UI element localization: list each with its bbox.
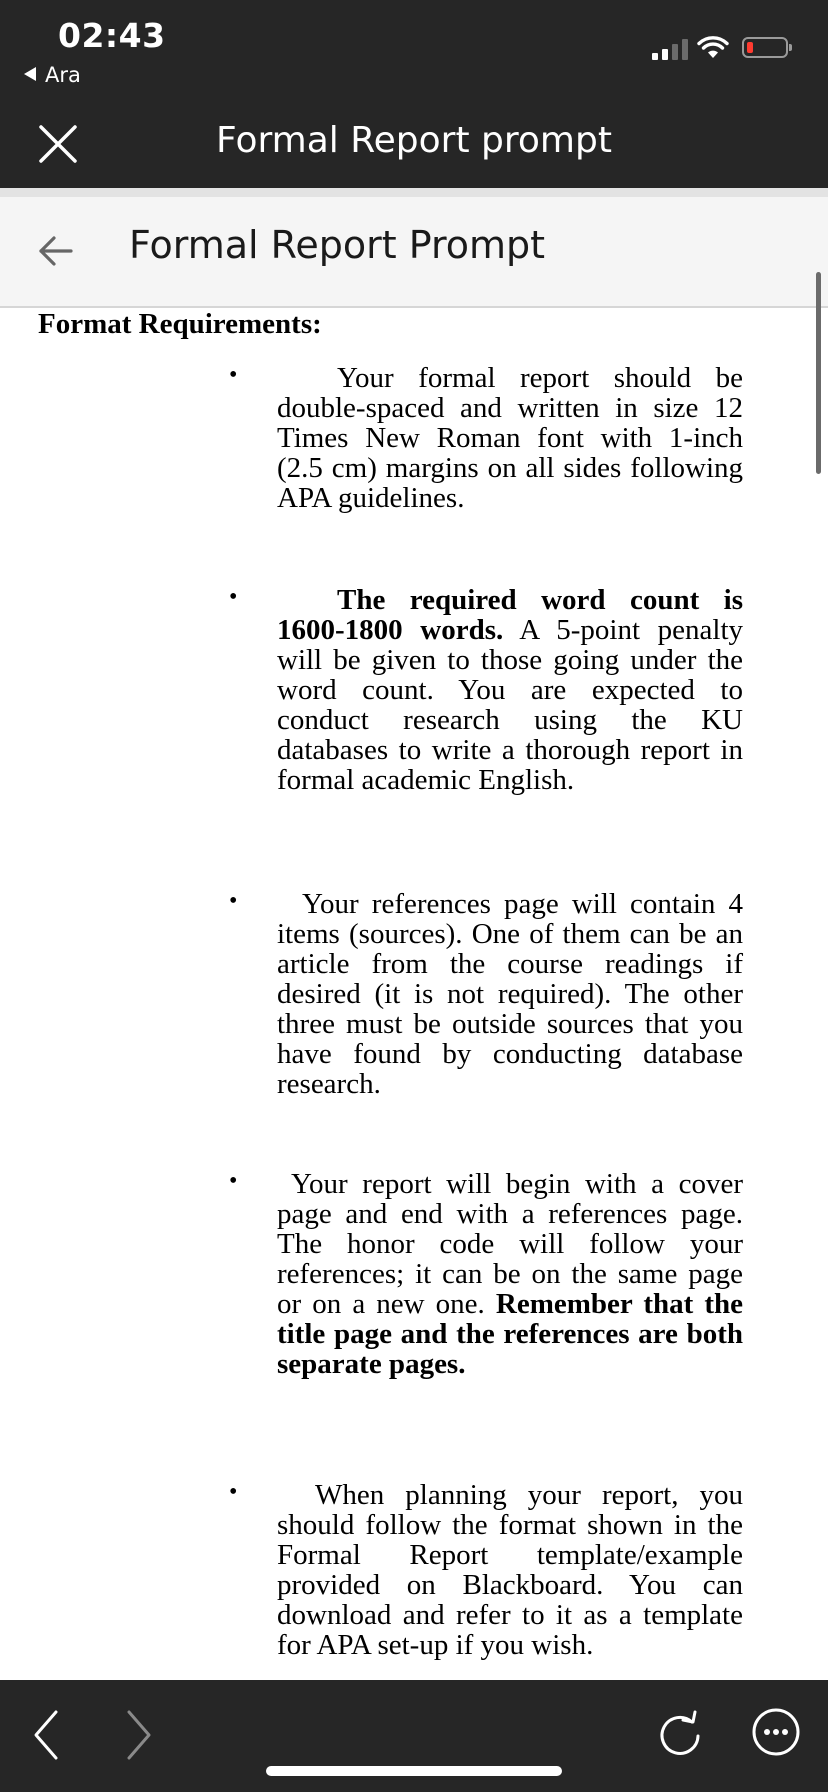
back-triangle-icon	[24, 67, 36, 81]
bullet-icon: •	[229, 584, 238, 610]
bullet-icon: •	[229, 362, 238, 388]
bullet-icon: •	[229, 888, 238, 914]
reload-icon[interactable]	[656, 1706, 704, 1758]
back-to-app-link[interactable]	[24, 63, 81, 87]
status-bar	[0, 0, 828, 100]
chevron-left-icon[interactable]	[32, 1707, 62, 1763]
status-time: 02:43	[58, 16, 166, 55]
home-indicator[interactable]	[266, 1766, 562, 1776]
list-item-text: Your references page will contain 4 items (sources). One of them can be an article from the course readings if desired (it is not required). The other three must be outside sources that you have found by conducting database research.	[277, 888, 743, 1100]
wifi-icon	[697, 36, 729, 60]
more-options-icon[interactable]	[750, 1706, 802, 1758]
list-item-bold-text: Remember that the title page and the references are both separate pages.	[277, 1288, 744, 1380]
cellular-signal-icon	[652, 38, 690, 60]
bullet-icon: •	[229, 1479, 238, 1505]
list-item	[277, 1480, 743, 1660]
chevron-right-icon[interactable]	[123, 1707, 153, 1763]
list-item-text: Your formal report should be double-spaced and written in size 12 Times New Roman font with 1-inch (2.5 cm) margins on all sides following APA guidelines.	[277, 362, 743, 514]
list-item-bold-text: The required word count is 1600-1800 words.	[277, 584, 743, 646]
list-item-text: Your report will begin with a cover page and end with a references page. The honor code will follow your references; it can be on the same page or on a new one.	[277, 1168, 743, 1320]
back-arrow-icon[interactable]	[38, 233, 74, 269]
app-title: Formal Report prompt	[216, 120, 612, 161]
list-item	[277, 1169, 743, 1379]
list-item-text: A 5-point penalty will be given to those going under the word count. You are expected to conduct research using the KU databases to write a thorough report in formal academic English.	[277, 614, 744, 796]
list-item	[277, 889, 743, 1099]
battery-icon	[742, 37, 788, 58]
back-app-label: Ara	[45, 63, 81, 87]
list-item	[277, 585, 743, 795]
document-title: Formal Report Prompt	[129, 223, 546, 267]
section-heading: Format Requirements:	[38, 308, 322, 340]
bullet-icon: •	[229, 1168, 238, 1194]
list-item-text: When planning your report, you should follow the format shown in the Formal Report template/example provided on Blackboard. You can download and refer to it as a template for APA set-up if you wish.	[277, 1479, 743, 1661]
document-content	[0, 308, 828, 1680]
document-header	[0, 197, 828, 308]
list-item	[277, 363, 743, 513]
divider	[0, 188, 828, 197]
app-bar	[0, 100, 828, 188]
